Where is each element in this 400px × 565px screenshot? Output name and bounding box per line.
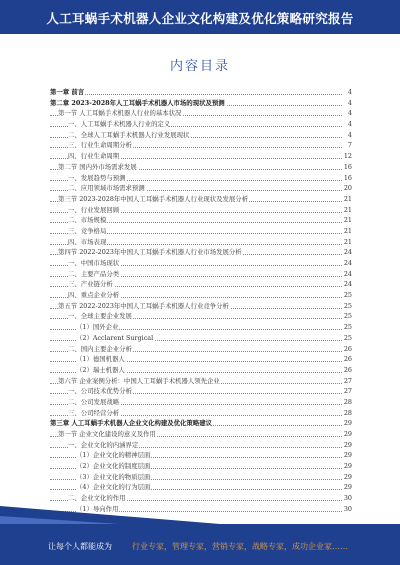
toc-entry-page: 26 xyxy=(343,344,352,353)
footer-tagline: 行业专家，管理专家，营销专家，战略专家，成功企业家…… xyxy=(132,542,348,551)
toc-entry-title: 第一节 人工耳蜗手术机器人行业的基本状况 xyxy=(58,109,182,118)
toc-entry[interactable] xyxy=(50,108,352,119)
toc-entry[interactable] xyxy=(50,130,352,141)
toc-entry-title: 第五节 2022-2023年中国人工耳蜗手术机器人行业竞争分析 xyxy=(58,301,229,310)
toc-entry-title: （3）企业文化的物质层面 xyxy=(76,472,151,481)
toc-entry-page: 25 xyxy=(343,312,352,321)
toc-entry-page: 29 xyxy=(343,451,352,460)
toc-entry[interactable] xyxy=(50,408,352,419)
toc-entry-title: 二、主要产品分类 xyxy=(68,269,120,278)
toc-entry-title: 一、人工耳蜗手术机器人行业的定义 xyxy=(68,120,171,129)
toc-entry-page: 16 xyxy=(343,173,352,182)
toc-entry-title: 一、发展趋势与预测 xyxy=(68,173,126,182)
toc-entry[interactable] xyxy=(50,194,352,205)
toc-entry-page: 21 xyxy=(343,205,352,214)
toc-entry[interactable] xyxy=(50,365,352,376)
toc-entry-title: 一、行业发展回顾 xyxy=(68,205,120,214)
toc-entry[interactable] xyxy=(50,119,352,130)
toc-entry-title: （2）瑞士机器人 xyxy=(76,365,125,374)
toc-entry-title: 三、竞争格局 xyxy=(68,226,107,235)
toc-entry-page: 27 xyxy=(343,376,352,385)
toc-entry-title: 二、应用领域市场需求预测 xyxy=(68,184,145,193)
toc-entry-title: （2）企业文化的制度层面 xyxy=(76,462,151,471)
toc-entry-title: 第三章 人工耳蜗手术机器人企业文化构建及优化策略建议 xyxy=(50,419,212,428)
toc-entry[interactable] xyxy=(50,482,352,493)
toc-entry-page: 21 xyxy=(343,237,352,246)
toc-entry[interactable] xyxy=(50,151,352,162)
footer-bar xyxy=(0,524,400,565)
toc-entry-page: 4 xyxy=(347,109,352,118)
toc-entry[interactable] xyxy=(50,290,352,301)
toc-entry[interactable] xyxy=(50,322,352,333)
report-title: 人工耳蜗手术机器人企业文化构建及优化策略研究报告 xyxy=(46,11,354,26)
toc-entry[interactable] xyxy=(50,354,352,365)
toc-entry-title: （4）企业文化的行为层面 xyxy=(76,483,151,492)
toc-entry-title: 三、公司经营分析 xyxy=(68,408,120,417)
toc-entry[interactable] xyxy=(50,461,352,472)
toc-entry-title: 三、产业链分析 xyxy=(68,280,113,289)
toc-entry-title: 二、市场规模 xyxy=(68,216,107,225)
toc-entry-title: 第六节 企业案例分析：中国人工耳蜗手术机器人领先企业 xyxy=(58,376,220,385)
toc-entry-title: 四、行业生命周期 xyxy=(68,152,120,161)
toc-entry-page: 20 xyxy=(343,184,352,193)
toc-entry[interactable] xyxy=(50,386,352,397)
toc-entry-title: 第一节 企业文化建设的意义及作用 xyxy=(58,430,156,438)
toc-entry-title: 二、企业文化的作用 xyxy=(68,494,126,503)
toc-entry[interactable] xyxy=(50,344,352,355)
toc-entry-page: 7 xyxy=(347,141,352,150)
toc-entry[interactable] xyxy=(50,98,352,109)
toc-entry-page: 28 xyxy=(343,408,352,417)
toc-entry-title: 一、中国市场现状 xyxy=(68,259,120,267)
toc-entry-page: 12 xyxy=(343,152,352,161)
header-bar xyxy=(0,0,400,34)
toc-entry-page: 29 xyxy=(343,419,352,428)
toc-entry-page: 26 xyxy=(343,365,352,374)
toc-entry-title: 一、公司技术优势分析 xyxy=(68,387,132,396)
toc-entry-page: 25 xyxy=(343,323,352,332)
toc-entry-page: 24 xyxy=(343,259,352,267)
toc-entry[interactable] xyxy=(50,429,352,440)
toc-entry[interactable] xyxy=(50,472,352,483)
toc-entry-title: 第一章 前言 xyxy=(50,88,85,96)
toc-entry[interactable] xyxy=(50,205,352,216)
toc-entry-page: 21 xyxy=(343,226,352,235)
toc-entry-title: （1）导向作用 xyxy=(76,504,119,513)
toc-entry-title: 第二章 2023-2028年人工耳蜗手术机器人市场的现状及预测 xyxy=(50,98,225,107)
toc-entry-page: 21 xyxy=(343,194,352,203)
toc-entry-page: 24 xyxy=(343,280,352,289)
toc-entry[interactable] xyxy=(50,301,352,312)
toc-entry-page: 4 xyxy=(347,130,352,139)
toc-entry[interactable] xyxy=(50,140,352,151)
toc-entry-page: 25 xyxy=(343,333,352,342)
toc-entry-page: 4 xyxy=(347,98,352,107)
toc-entry-page: 28 xyxy=(343,397,352,406)
toc-entry-page: 29 xyxy=(343,462,352,471)
toc-entry[interactable] xyxy=(50,237,352,248)
toc-entry-title: 第二节 国内外市场需求发展 xyxy=(58,162,137,171)
toc-entry-title: （1）国外企业 xyxy=(76,323,119,332)
toc-entry[interactable] xyxy=(50,269,352,280)
toc-entry-page: 24 xyxy=(343,248,352,257)
toc-entry[interactable] xyxy=(50,247,352,258)
toc-entry-title: （2）Acclarent Surgical xyxy=(76,333,154,342)
toc-entry[interactable] xyxy=(50,376,352,387)
toc-entry-page: 30 xyxy=(343,504,352,513)
toc-entry-page: 26 xyxy=(343,355,352,364)
toc-entry[interactable] xyxy=(50,418,352,429)
toc-entry-page: 29 xyxy=(343,472,352,481)
toc-entry-page: 29 xyxy=(343,483,352,492)
toc-entry[interactable] xyxy=(50,311,352,322)
toc-entry-page: 29 xyxy=(343,440,352,449)
footer-slogan: 让每个人都能成为 xyxy=(48,542,112,551)
toc-entry-title: 二、公司发展战略 xyxy=(68,397,120,406)
toc-entry-title: （1）企业文化的精神层面 xyxy=(76,451,151,460)
toc-entry-title: 一、企业文化的内涵界定 xyxy=(68,440,139,449)
toc-entry[interactable] xyxy=(50,333,352,344)
toc-entry[interactable] xyxy=(50,183,352,194)
toc-entry-page: 25 xyxy=(343,291,352,300)
toc-entry-page: 4 xyxy=(347,88,352,96)
toc-entry[interactable] xyxy=(50,226,352,237)
toc-entry-title: 第三节 2023-2028年中国人工耳蜗手术机器人行业现状及发展分析 xyxy=(58,194,249,203)
toc-entry-title: 二、国内主要企业分析 xyxy=(68,344,132,353)
toc-entry-title: 四、市场表现 xyxy=(68,237,107,246)
toc-entry-page: 29 xyxy=(343,430,352,438)
toc-entry[interactable] xyxy=(50,450,352,461)
table-of-contents xyxy=(50,87,352,515)
toc-entry-page: 4 xyxy=(347,120,352,129)
toc-entry-title: 三、行业生命周期分析 xyxy=(68,141,132,150)
toc-entry-page: 27 xyxy=(343,387,352,396)
toc-entry[interactable] xyxy=(50,173,352,184)
toc-heading: 内容目录 xyxy=(169,59,230,74)
toc-entry-title: 一、全球主要企业发展 xyxy=(68,312,132,321)
toc-entry-page: 24 xyxy=(343,269,352,278)
toc-entry-page: 16 xyxy=(343,162,352,171)
toc-entry-page: 21 xyxy=(343,216,352,225)
toc-entry-title: 第四节 2022-2023年中国人工耳蜗手术机器人行业市场发展分析 xyxy=(58,248,242,257)
toc-entry[interactable] xyxy=(50,87,352,98)
toc-entry[interactable] xyxy=(50,162,352,173)
toc-entry[interactable] xyxy=(50,493,352,504)
toc-entry-title: 二、全球人工耳蜗手术机器人行业发展现状 xyxy=(68,130,190,139)
toc-entry-page: 30 xyxy=(343,494,352,503)
toc-entry-title: （1）德国机器人 xyxy=(76,355,125,364)
toc-entry[interactable] xyxy=(50,215,352,226)
toc-entry-page: 25 xyxy=(343,301,352,310)
footer-decoration-accent xyxy=(0,516,120,524)
toc-entry[interactable] xyxy=(50,279,352,290)
toc-entry[interactable] xyxy=(50,397,352,408)
toc-entry[interactable] xyxy=(50,440,352,451)
toc-entry[interactable] xyxy=(50,258,352,269)
toc-entry-title: 四、重点企业分析 xyxy=(68,291,120,300)
toc-leader-dots xyxy=(50,94,342,95)
